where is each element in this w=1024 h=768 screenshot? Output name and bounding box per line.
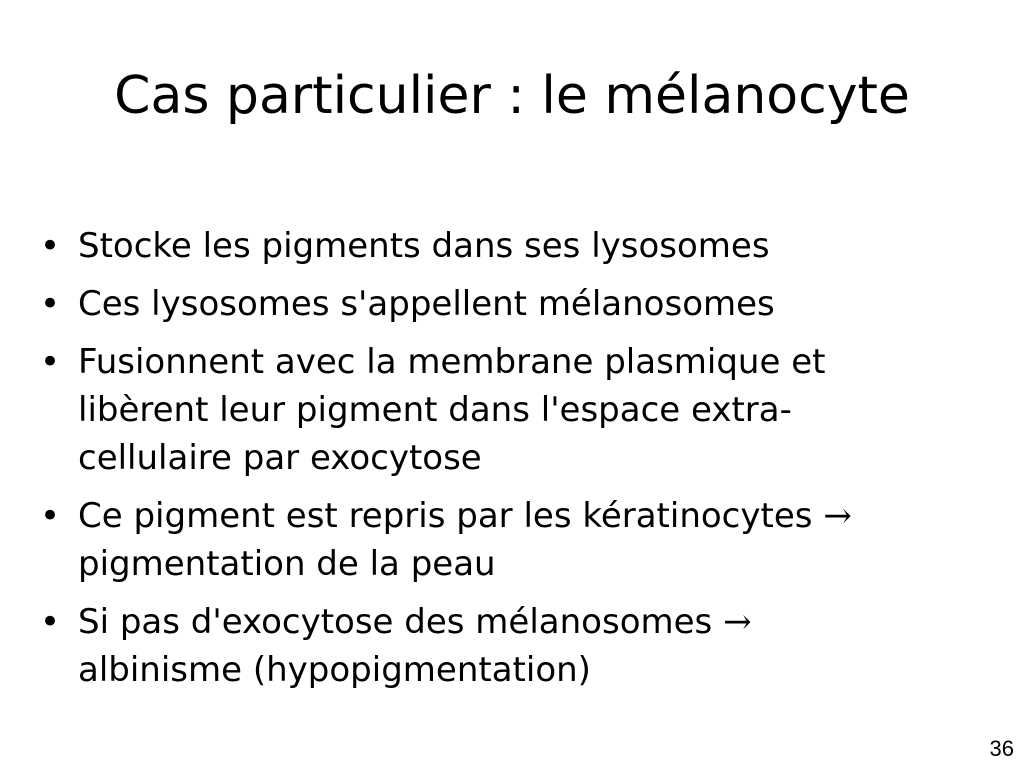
bullet-item xyxy=(40,338,1000,482)
bullet-text xyxy=(78,222,1000,270)
bullet-line xyxy=(78,598,1000,646)
right-arrow-icon: → xyxy=(723,602,752,642)
bullet-text xyxy=(78,338,1000,482)
bullet-line: albinisme (hypopigmentation) xyxy=(78,650,591,690)
bullet-line: libèrent leur pigment dans l'espace extra- xyxy=(78,390,792,430)
bullet-line: Stocke les pigments dans ses lysosomes xyxy=(78,226,770,266)
bullet-item xyxy=(40,280,1000,328)
bullet-symbol: • xyxy=(40,284,61,324)
right-arrow-icon: → xyxy=(823,496,852,536)
bullet-symbol: • xyxy=(40,342,61,382)
bullet-list xyxy=(40,222,1000,704)
bullet-item xyxy=(40,598,1000,694)
bullet-symbol: • xyxy=(40,496,61,536)
bullet-line-text: Ce pigment est repris par les kératinocytes xyxy=(78,496,813,536)
bullet-line xyxy=(78,492,1000,540)
bullet-item xyxy=(40,492,1000,588)
bullet-line: pigmentation de la peau xyxy=(78,544,496,584)
bullet-line-text: Si pas d'exocytose des mélanosomes xyxy=(78,602,713,642)
bullet-symbol: • xyxy=(40,602,61,642)
bullet-text xyxy=(78,280,1000,328)
bullet-line: cellulaire par exocytose xyxy=(78,438,482,478)
bullet-line: Fusionnent avec la membrane plasmique et xyxy=(78,342,826,382)
bullet-item xyxy=(40,222,1000,270)
bullet-text xyxy=(78,598,1000,694)
bullet-symbol: • xyxy=(40,226,61,266)
bullet-line: Ces lysosomes s'appellent mélanosomes xyxy=(78,284,775,324)
bullet-text xyxy=(78,492,1000,588)
slide-title: Cas particulier : le mélanocyte xyxy=(114,66,910,126)
page-number: 36 xyxy=(989,736,1014,761)
